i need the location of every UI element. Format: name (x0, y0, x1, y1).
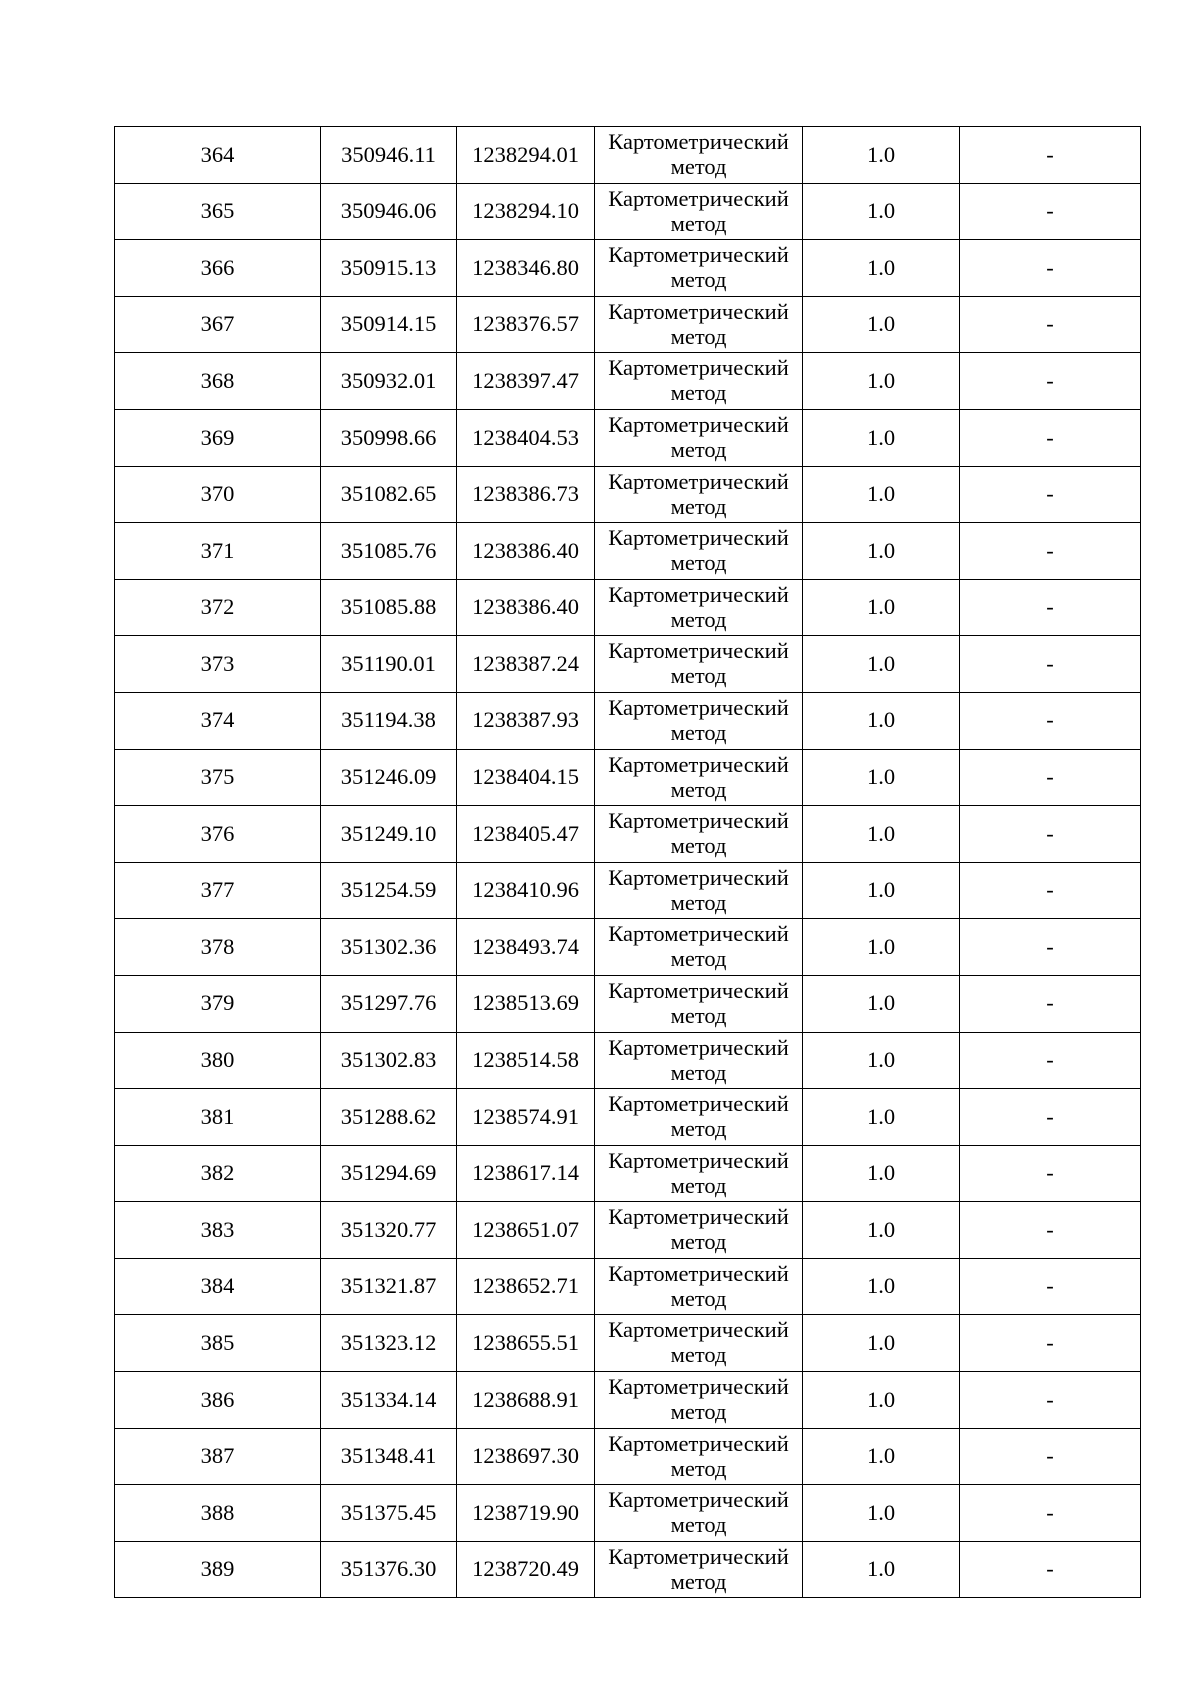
accuracy-cell: 1.0 (803, 1145, 960, 1202)
y-coordinate-cell: 1238376.57 (457, 296, 595, 353)
point-number-cell: 377 (115, 862, 321, 919)
description-cell: - (960, 1428, 1141, 1485)
method-cell: Картометрический метод (595, 1485, 803, 1542)
accuracy-cell: 1.0 (803, 692, 960, 749)
table-row (115, 240, 1141, 297)
method-cell: Картометрический метод (595, 1541, 803, 1598)
y-coordinate-cell: 1238720.49 (457, 1541, 595, 1598)
description-cell: - (960, 183, 1141, 240)
point-number-cell: 388 (115, 1485, 321, 1542)
table-row (115, 183, 1141, 240)
method-cell: Картометрический метод (595, 975, 803, 1032)
x-coordinate-cell: 351323.12 (321, 1315, 457, 1372)
method-cell: Картометрический метод (595, 1202, 803, 1259)
accuracy-cell: 1.0 (803, 409, 960, 466)
description-cell: - (960, 862, 1141, 919)
table-row (115, 1032, 1141, 1089)
description-cell: - (960, 1372, 1141, 1429)
point-number-cell: 380 (115, 1032, 321, 1089)
table-row (115, 127, 1141, 184)
x-coordinate-cell: 350914.15 (321, 296, 457, 353)
accuracy-cell: 1.0 (803, 1315, 960, 1372)
description-cell: - (960, 636, 1141, 693)
table-row (115, 1202, 1141, 1259)
point-number-cell: 389 (115, 1541, 321, 1598)
point-number-cell: 378 (115, 919, 321, 976)
description-cell: - (960, 806, 1141, 863)
table-row (115, 1315, 1141, 1372)
accuracy-cell: 1.0 (803, 1032, 960, 1089)
accuracy-cell: 1.0 (803, 1485, 960, 1542)
description-cell: - (960, 1315, 1141, 1372)
y-coordinate-cell: 1238346.80 (457, 240, 595, 297)
x-coordinate-cell: 351348.41 (321, 1428, 457, 1485)
x-coordinate-cell: 351320.77 (321, 1202, 457, 1259)
y-coordinate-cell: 1238493.74 (457, 919, 595, 976)
x-coordinate-cell: 351375.45 (321, 1485, 457, 1542)
table-row (115, 1145, 1141, 1202)
description-cell: - (960, 296, 1141, 353)
coordinates-table (114, 126, 1141, 1598)
description-cell: - (960, 1485, 1141, 1542)
x-coordinate-cell: 351254.59 (321, 862, 457, 919)
table-row (115, 1089, 1141, 1146)
y-coordinate-cell: 1238617.14 (457, 1145, 595, 1202)
method-cell: Картометрический метод (595, 1372, 803, 1429)
description-cell: - (960, 579, 1141, 636)
y-coordinate-cell: 1238574.91 (457, 1089, 595, 1146)
description-cell: - (960, 975, 1141, 1032)
point-number-cell: 373 (115, 636, 321, 693)
point-number-cell: 366 (115, 240, 321, 297)
y-coordinate-cell: 1238652.71 (457, 1258, 595, 1315)
description-cell: - (960, 692, 1141, 749)
point-number-cell: 383 (115, 1202, 321, 1259)
accuracy-cell: 1.0 (803, 1428, 960, 1485)
method-cell: Картометрический метод (595, 862, 803, 919)
table-row (115, 353, 1141, 410)
table-row (115, 919, 1141, 976)
method-cell: Картометрический метод (595, 1315, 803, 1372)
table-row (115, 1485, 1141, 1542)
accuracy-cell: 1.0 (803, 806, 960, 863)
x-coordinate-cell: 351294.69 (321, 1145, 457, 1202)
table-row (115, 975, 1141, 1032)
point-number-cell: 387 (115, 1428, 321, 1485)
point-number-cell: 375 (115, 749, 321, 806)
table-row (115, 749, 1141, 806)
y-coordinate-cell: 1238405.47 (457, 806, 595, 863)
description-cell: - (960, 127, 1141, 184)
method-cell: Картометрический метод (595, 523, 803, 580)
accuracy-cell: 1.0 (803, 183, 960, 240)
accuracy-cell: 1.0 (803, 296, 960, 353)
y-coordinate-cell: 1238404.53 (457, 409, 595, 466)
method-cell: Картометрический метод (595, 1089, 803, 1146)
method-cell: Картометрический метод (595, 636, 803, 693)
y-coordinate-cell: 1238387.93 (457, 692, 595, 749)
x-coordinate-cell: 351302.83 (321, 1032, 457, 1089)
x-coordinate-cell: 351085.88 (321, 579, 457, 636)
method-cell: Картометрический метод (595, 749, 803, 806)
method-cell: Картометрический метод (595, 1145, 803, 1202)
description-cell: - (960, 240, 1141, 297)
y-coordinate-cell: 1238294.01 (457, 127, 595, 184)
method-cell: Картометрический метод (595, 1258, 803, 1315)
method-cell: Картометрический метод (595, 692, 803, 749)
table-row (115, 636, 1141, 693)
method-cell: Картометрический метод (595, 806, 803, 863)
x-coordinate-cell: 350932.01 (321, 353, 457, 410)
point-number-cell: 371 (115, 523, 321, 580)
table-row (115, 1428, 1141, 1485)
accuracy-cell: 1.0 (803, 466, 960, 523)
point-number-cell: 379 (115, 975, 321, 1032)
x-coordinate-cell: 350946.11 (321, 127, 457, 184)
point-number-cell: 381 (115, 1089, 321, 1146)
point-number-cell: 385 (115, 1315, 321, 1372)
accuracy-cell: 1.0 (803, 919, 960, 976)
point-number-cell: 364 (115, 127, 321, 184)
accuracy-cell: 1.0 (803, 975, 960, 1032)
table-row (115, 806, 1141, 863)
accuracy-cell: 1.0 (803, 127, 960, 184)
x-coordinate-cell: 351194.38 (321, 692, 457, 749)
y-coordinate-cell: 1238719.90 (457, 1485, 595, 1542)
y-coordinate-cell: 1238514.58 (457, 1032, 595, 1089)
y-coordinate-cell: 1238688.91 (457, 1372, 595, 1429)
y-coordinate-cell: 1238294.10 (457, 183, 595, 240)
x-coordinate-cell: 351321.87 (321, 1258, 457, 1315)
accuracy-cell: 1.0 (803, 579, 960, 636)
description-cell: - (960, 523, 1141, 580)
method-cell: Картометрический метод (595, 353, 803, 410)
table-row (115, 579, 1141, 636)
x-coordinate-cell: 350998.66 (321, 409, 457, 466)
description-cell: - (960, 1032, 1141, 1089)
y-coordinate-cell: 1238387.24 (457, 636, 595, 693)
x-coordinate-cell: 351302.36 (321, 919, 457, 976)
point-number-cell: 386 (115, 1372, 321, 1429)
y-coordinate-cell: 1238386.73 (457, 466, 595, 523)
y-coordinate-cell: 1238697.30 (457, 1428, 595, 1485)
description-cell: - (960, 1258, 1141, 1315)
description-cell: - (960, 919, 1141, 976)
x-coordinate-cell: 351297.76 (321, 975, 457, 1032)
description-cell: - (960, 466, 1141, 523)
description-cell: - (960, 1145, 1141, 1202)
x-coordinate-cell: 351288.62 (321, 1089, 457, 1146)
y-coordinate-cell: 1238386.40 (457, 523, 595, 580)
description-cell: - (960, 1202, 1141, 1259)
description-cell: - (960, 1541, 1141, 1598)
x-coordinate-cell: 350915.13 (321, 240, 457, 297)
accuracy-cell: 1.0 (803, 1372, 960, 1429)
table-row (115, 409, 1141, 466)
accuracy-cell: 1.0 (803, 240, 960, 297)
method-cell: Картометрический метод (595, 919, 803, 976)
x-coordinate-cell: 351082.65 (321, 466, 457, 523)
accuracy-cell: 1.0 (803, 1541, 960, 1598)
table-row (115, 692, 1141, 749)
x-coordinate-cell: 351376.30 (321, 1541, 457, 1598)
point-number-cell: 384 (115, 1258, 321, 1315)
table-row (115, 466, 1141, 523)
accuracy-cell: 1.0 (803, 636, 960, 693)
table-row (115, 1258, 1141, 1315)
y-coordinate-cell: 1238513.69 (457, 975, 595, 1032)
description-cell: - (960, 1089, 1141, 1146)
x-coordinate-cell: 351190.01 (321, 636, 457, 693)
table-row (115, 1541, 1141, 1598)
method-cell: Картометрический метод (595, 240, 803, 297)
y-coordinate-cell: 1238410.96 (457, 862, 595, 919)
description-cell: - (960, 353, 1141, 410)
y-coordinate-cell: 1238386.40 (457, 579, 595, 636)
x-coordinate-cell: 351249.10 (321, 806, 457, 863)
accuracy-cell: 1.0 (803, 1202, 960, 1259)
table-row (115, 1372, 1141, 1429)
accuracy-cell: 1.0 (803, 749, 960, 806)
method-cell: Картометрический метод (595, 579, 803, 636)
point-number-cell: 369 (115, 409, 321, 466)
point-number-cell: 372 (115, 579, 321, 636)
y-coordinate-cell: 1238655.51 (457, 1315, 595, 1372)
method-cell: Картометрический метод (595, 127, 803, 184)
y-coordinate-cell: 1238404.15 (457, 749, 595, 806)
point-number-cell: 365 (115, 183, 321, 240)
accuracy-cell: 1.0 (803, 353, 960, 410)
method-cell: Картометрический метод (595, 183, 803, 240)
x-coordinate-cell: 351334.14 (321, 1372, 457, 1429)
accuracy-cell: 1.0 (803, 1089, 960, 1146)
method-cell: Картометрический метод (595, 466, 803, 523)
point-number-cell: 368 (115, 353, 321, 410)
accuracy-cell: 1.0 (803, 1258, 960, 1315)
accuracy-cell: 1.0 (803, 862, 960, 919)
table-row (115, 862, 1141, 919)
method-cell: Картометрический метод (595, 296, 803, 353)
method-cell: Картометрический метод (595, 1428, 803, 1485)
point-number-cell: 374 (115, 692, 321, 749)
point-number-cell: 376 (115, 806, 321, 863)
table-row (115, 296, 1141, 353)
x-coordinate-cell: 351085.76 (321, 523, 457, 580)
method-cell: Картометрический метод (595, 409, 803, 466)
point-number-cell: 367 (115, 296, 321, 353)
x-coordinate-cell: 351246.09 (321, 749, 457, 806)
x-coordinate-cell: 350946.06 (321, 183, 457, 240)
coordinates-table-body (115, 127, 1141, 1598)
method-cell: Картометрический метод (595, 1032, 803, 1089)
point-number-cell: 382 (115, 1145, 321, 1202)
description-cell: - (960, 409, 1141, 466)
y-coordinate-cell: 1238397.47 (457, 353, 595, 410)
point-number-cell: 370 (115, 466, 321, 523)
y-coordinate-cell: 1238651.07 (457, 1202, 595, 1259)
table-row (115, 523, 1141, 580)
description-cell: - (960, 749, 1141, 806)
accuracy-cell: 1.0 (803, 523, 960, 580)
